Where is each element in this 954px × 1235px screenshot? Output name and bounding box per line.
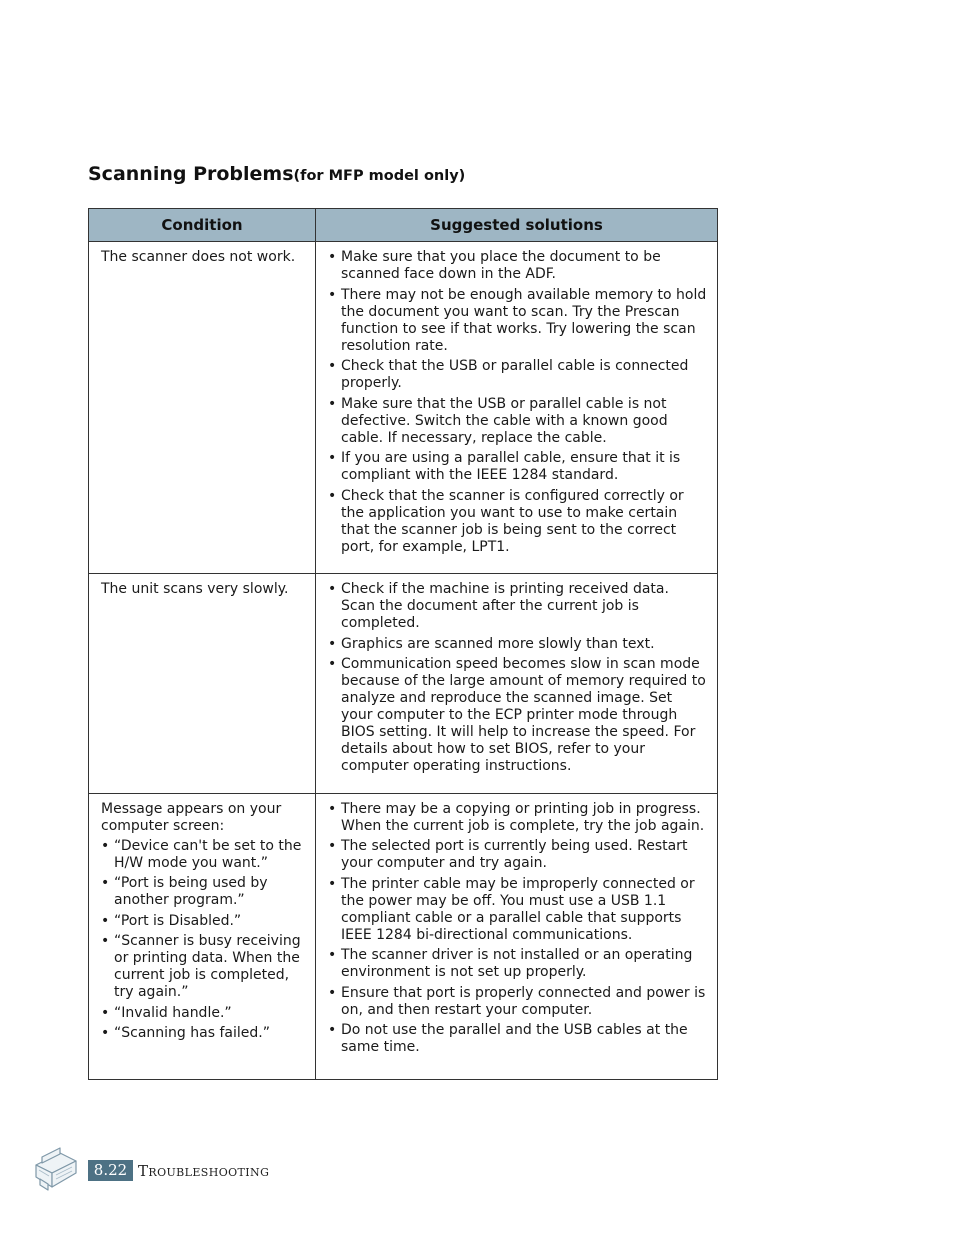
solutions-list bbox=[328, 581, 707, 775]
solutions-cell bbox=[316, 793, 718, 1079]
column-header-solutions: Suggested solutions bbox=[316, 209, 718, 242]
table-header-row bbox=[89, 209, 718, 242]
message-list bbox=[101, 838, 305, 1043]
condition-cell bbox=[89, 242, 316, 574]
table-row bbox=[89, 574, 718, 794]
list-item: • If you are using a parallel cable, ensure that it is compliant with the IEEE 1284 standard. bbox=[328, 450, 707, 484]
list-item: • The printer cable may be improperly connected or the power may be off. You must use a USB 1.1 compliant cable or a parallel cable that supports IEEE 1284 bi-directional communications. bbox=[328, 876, 707, 944]
list-item: • Check if the machine is printing received data. Scan the document after the current job is completed. bbox=[328, 581, 707, 632]
list-item: • There may be a copying or printing job in progress. When the current job is complete, try the job again. bbox=[328, 801, 707, 835]
solutions-list bbox=[328, 249, 707, 556]
table-row bbox=[89, 793, 718, 1079]
condition-text: The scanner does not work. bbox=[101, 249, 296, 265]
list-item: • “Port is Disabled.” bbox=[101, 913, 305, 930]
list-item: • Check that the scanner is configured correctly or the application you want to use to make certain that the scanner job is being sent to the correct port, for example, LPT1. bbox=[328, 488, 707, 556]
list-item: • Graphics are scanned more slowly than text. bbox=[328, 636, 707, 653]
condition-cell bbox=[89, 574, 316, 794]
solutions-cell bbox=[316, 242, 718, 574]
list-item: • Do not use the parallel and the USB cables at the same time. bbox=[328, 1022, 707, 1056]
list-item: • Make sure that you place the document to be scanned face down in the ADF. bbox=[328, 249, 707, 283]
title-qualifier: (for MFP model only) bbox=[293, 168, 466, 184]
list-item: • “Port is being used by another program.” bbox=[101, 875, 305, 909]
solutions-cell bbox=[316, 574, 718, 794]
troubleshooting-table bbox=[88, 208, 718, 1080]
list-item: • “Device can't be set to the H/W mode you want.” bbox=[101, 838, 305, 872]
page-title bbox=[88, 163, 465, 185]
list-item: • The selected port is currently being used. Restart your computer and try again. bbox=[328, 838, 707, 872]
condition-cell bbox=[89, 793, 316, 1079]
condition-text: Message appears on your computer screen: bbox=[101, 800, 282, 834]
list-item: • There may not be enough available memory to hold the document you want to scan. Try the Prescan function to see if that works. Try lowering the scan resolution rate. bbox=[328, 287, 707, 355]
list-item: • “Scanning has failed.” bbox=[101, 1025, 305, 1042]
list-item: • The scanner driver is not installed or an operating environment is not set up properly. bbox=[328, 947, 707, 981]
section-name: TROUBLESHOOTING bbox=[138, 1162, 270, 1180]
solutions-list bbox=[328, 801, 707, 1057]
page-number: 8.22 bbox=[88, 1160, 133, 1181]
list-item: • Make sure that the USB or parallel cable is not defective. Switch the cable with a known good cable. If necessary, replace the cable. bbox=[328, 396, 707, 447]
list-item: • “Scanner is busy receiving or printing data. When the current job is completed, try again.” bbox=[101, 933, 305, 1001]
printer-icon bbox=[30, 1143, 82, 1195]
list-item: • Communication speed becomes slow in scan mode because of the large amount of memory required to analyze and reproduce the scanned image. Set your computer to the ECP printer mode through BIOS setting. It will help to increase the speed. For details about how to set BIOS, refer to your computer operating instructions. bbox=[328, 656, 707, 775]
title-main: Scanning Problems bbox=[88, 163, 294, 185]
column-header-condition: Condition bbox=[89, 209, 316, 242]
list-item: • Check that the USB or parallel cable is connected properly. bbox=[328, 358, 707, 392]
condition-text: The unit scans very slowly. bbox=[101, 581, 289, 597]
list-item: • “Invalid handle.” bbox=[101, 1005, 305, 1022]
list-item: • Ensure that port is properly connected and power is on, and then restart your computer. bbox=[328, 985, 707, 1019]
table-row bbox=[89, 242, 718, 574]
